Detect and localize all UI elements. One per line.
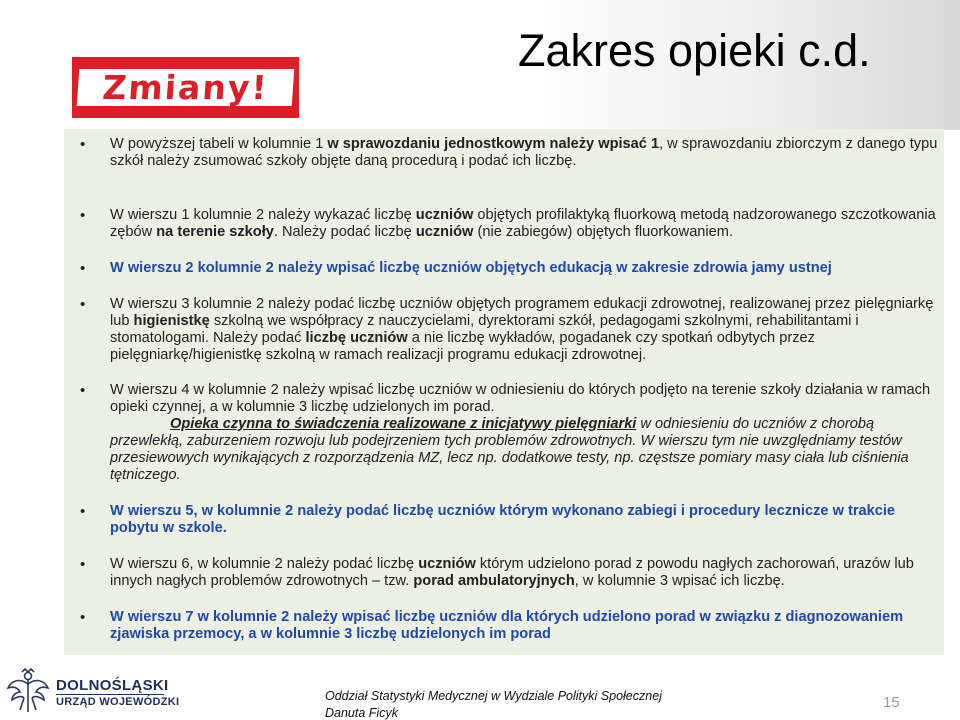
- footer-department: Oddział Statystyki Medycznej w Wydziale Polityki Społecznej: [325, 689, 662, 703]
- bullet-2-text: W wierszu 1 kolumnie 2 należy wykazać liczbę: [110, 207, 416, 223]
- bullet-7-text: W wierszu 6, w kolumnie 2 należy podać liczbę: [110, 556, 419, 572]
- org-divider: [56, 694, 164, 695]
- page-number: 15: [883, 694, 900, 711]
- bullet-5-italic-block: [110, 416, 909, 483]
- bullet-2-bold-3: uczniów: [415, 224, 474, 240]
- org-name-line2: URZĄD WOJEWÓDZKI: [56, 696, 180, 708]
- bullet-item-3: [110, 260, 940, 277]
- slide-title: Zakres opieki c.d.: [518, 25, 871, 76]
- bullet-2-text-3: . Należy podać liczbę: [273, 224, 416, 240]
- bullet-4-text-3: a nie liczbę wykładów, pogadanek czy spotkań odbytych przez pielęgniarkę/higienistkę szkolną w ramach realizacji programu edukacji zdrowotnej.: [110, 330, 815, 363]
- bullet-2-text-2: objętych profilaktyką fluorkową metodą nadzorowanego szczotkowania zębów: [110, 207, 936, 240]
- bullet-3-text: W wierszu 2 kolumnie 2 należy wpisać liczbę uczniów objętych edukacją w zakresie zdrowia jamy ustnej: [110, 260, 832, 276]
- bullet-7-bold: uczniów: [418, 556, 476, 572]
- bullet-item-4: [110, 296, 940, 364]
- zmiany-logo-inner: [77, 69, 295, 106]
- bullet-item-2: [110, 207, 940, 241]
- bullet-2-text-4: (nie zabiegów) objętych fluorkowaniem.: [473, 224, 733, 240]
- org-name-line1: DOLNOŚLĄSKI: [56, 677, 169, 694]
- bullet-6-text: W wierszu 5, w kolumnie 2 należy podać liczbę uczniów którym wykonano zabiegi i procedury lecznicze w trakcie pobytu w szkole.: [110, 503, 896, 536]
- eagle-emblem-icon: [6, 668, 50, 714]
- bullet-4-text-2: szkolną we współpracy z nauczycielami, dyrektorami szkół, pedagogami szkolnymi, rehabilitantami i stomatologami. Należy podać: [110, 313, 859, 346]
- bullet-5-text: W wierszu 4 w kolumnie 2 należy wpisać liczbę uczniów w odniesieniu do których podjęto na terenie szkoły działania w ramach opieki czynnej, a w kolumnie 3 liczbę udzielonych im porad.: [110, 382, 931, 415]
- bullet-5-italic: w odniesieniu do uczniów z chorobą przewlekłą, zaburzeniem rozwoju lub podejrzeniem tych problemów zdrowotnych. W wierszu tym nie uwzględniamy testów przesiewowych wynikających z rozporządzenia MZ, lecz np. dodatkowe testy, np. częstsze pomiary masy ciała lub ciśnienia tętniczego.: [110, 416, 909, 483]
- bullet-item-5: [110, 382, 940, 484]
- bullet-5-bold-italic: Opieka czynna to świadczenia realizowane z inicjatywy pielęgniarki: [170, 416, 637, 432]
- bullet-2-bold: uczniów: [415, 207, 474, 223]
- bullet-2-bold-2: na terenie szkoły: [156, 224, 274, 240]
- bullet-item-8: [110, 609, 940, 643]
- zmiany-logo-text: Zmiany!: [101, 68, 270, 107]
- bullet-1-bold: w sprawozdaniu jednostkowym należy wpisać 1: [327, 136, 660, 152]
- bullet-4-text: W wierszu 3 kolumnie 2 należy podać liczbę uczniów objętych programem edukacji zdrowotnej, realizowanej przez pielęgniarkę lub: [110, 296, 934, 329]
- bullet-4-bold-2: liczbę uczniów: [305, 330, 408, 346]
- bullet-7-bold-2: porad ambulatoryjnych: [413, 573, 575, 589]
- footer-author: Danuta Ficyk: [325, 706, 398, 720]
- bullet-8-text: W wierszu 7 w kolumnie 2 należy wpisać liczbę uczniów dla których udzielono porad w związku z diagnozowaniem zjawiska przemocy, a w kolumnie 3 liczbę udzielonych im porad: [110, 609, 904, 642]
- bullet-7-text-2: którym udzielono porad z powodu nagłych zachorowań, urazów lub innych nagłych problemów zdrowotnych – tzw.: [110, 556, 914, 589]
- bullet-1-text: W powyższej tabeli w kolumnie 1: [110, 136, 328, 152]
- content-panel: [64, 129, 944, 655]
- bullet-4-bold: higienistkę: [133, 313, 210, 329]
- bullet-7-text-3: , w kolumnie 3 wpisać ich liczbę.: [574, 573, 785, 589]
- bullet-item-7: [110, 556, 940, 590]
- bullet-1-text-2: , w sprawozdaniu zbiorczym z danego typu szkół należy zsumować szkoły objęte daną procedurą i podać ich liczbę.: [110, 136, 938, 169]
- zmiany-logo: [72, 57, 299, 118]
- bullet-item-1: [110, 136, 940, 170]
- bullet-item-6: [110, 503, 940, 537]
